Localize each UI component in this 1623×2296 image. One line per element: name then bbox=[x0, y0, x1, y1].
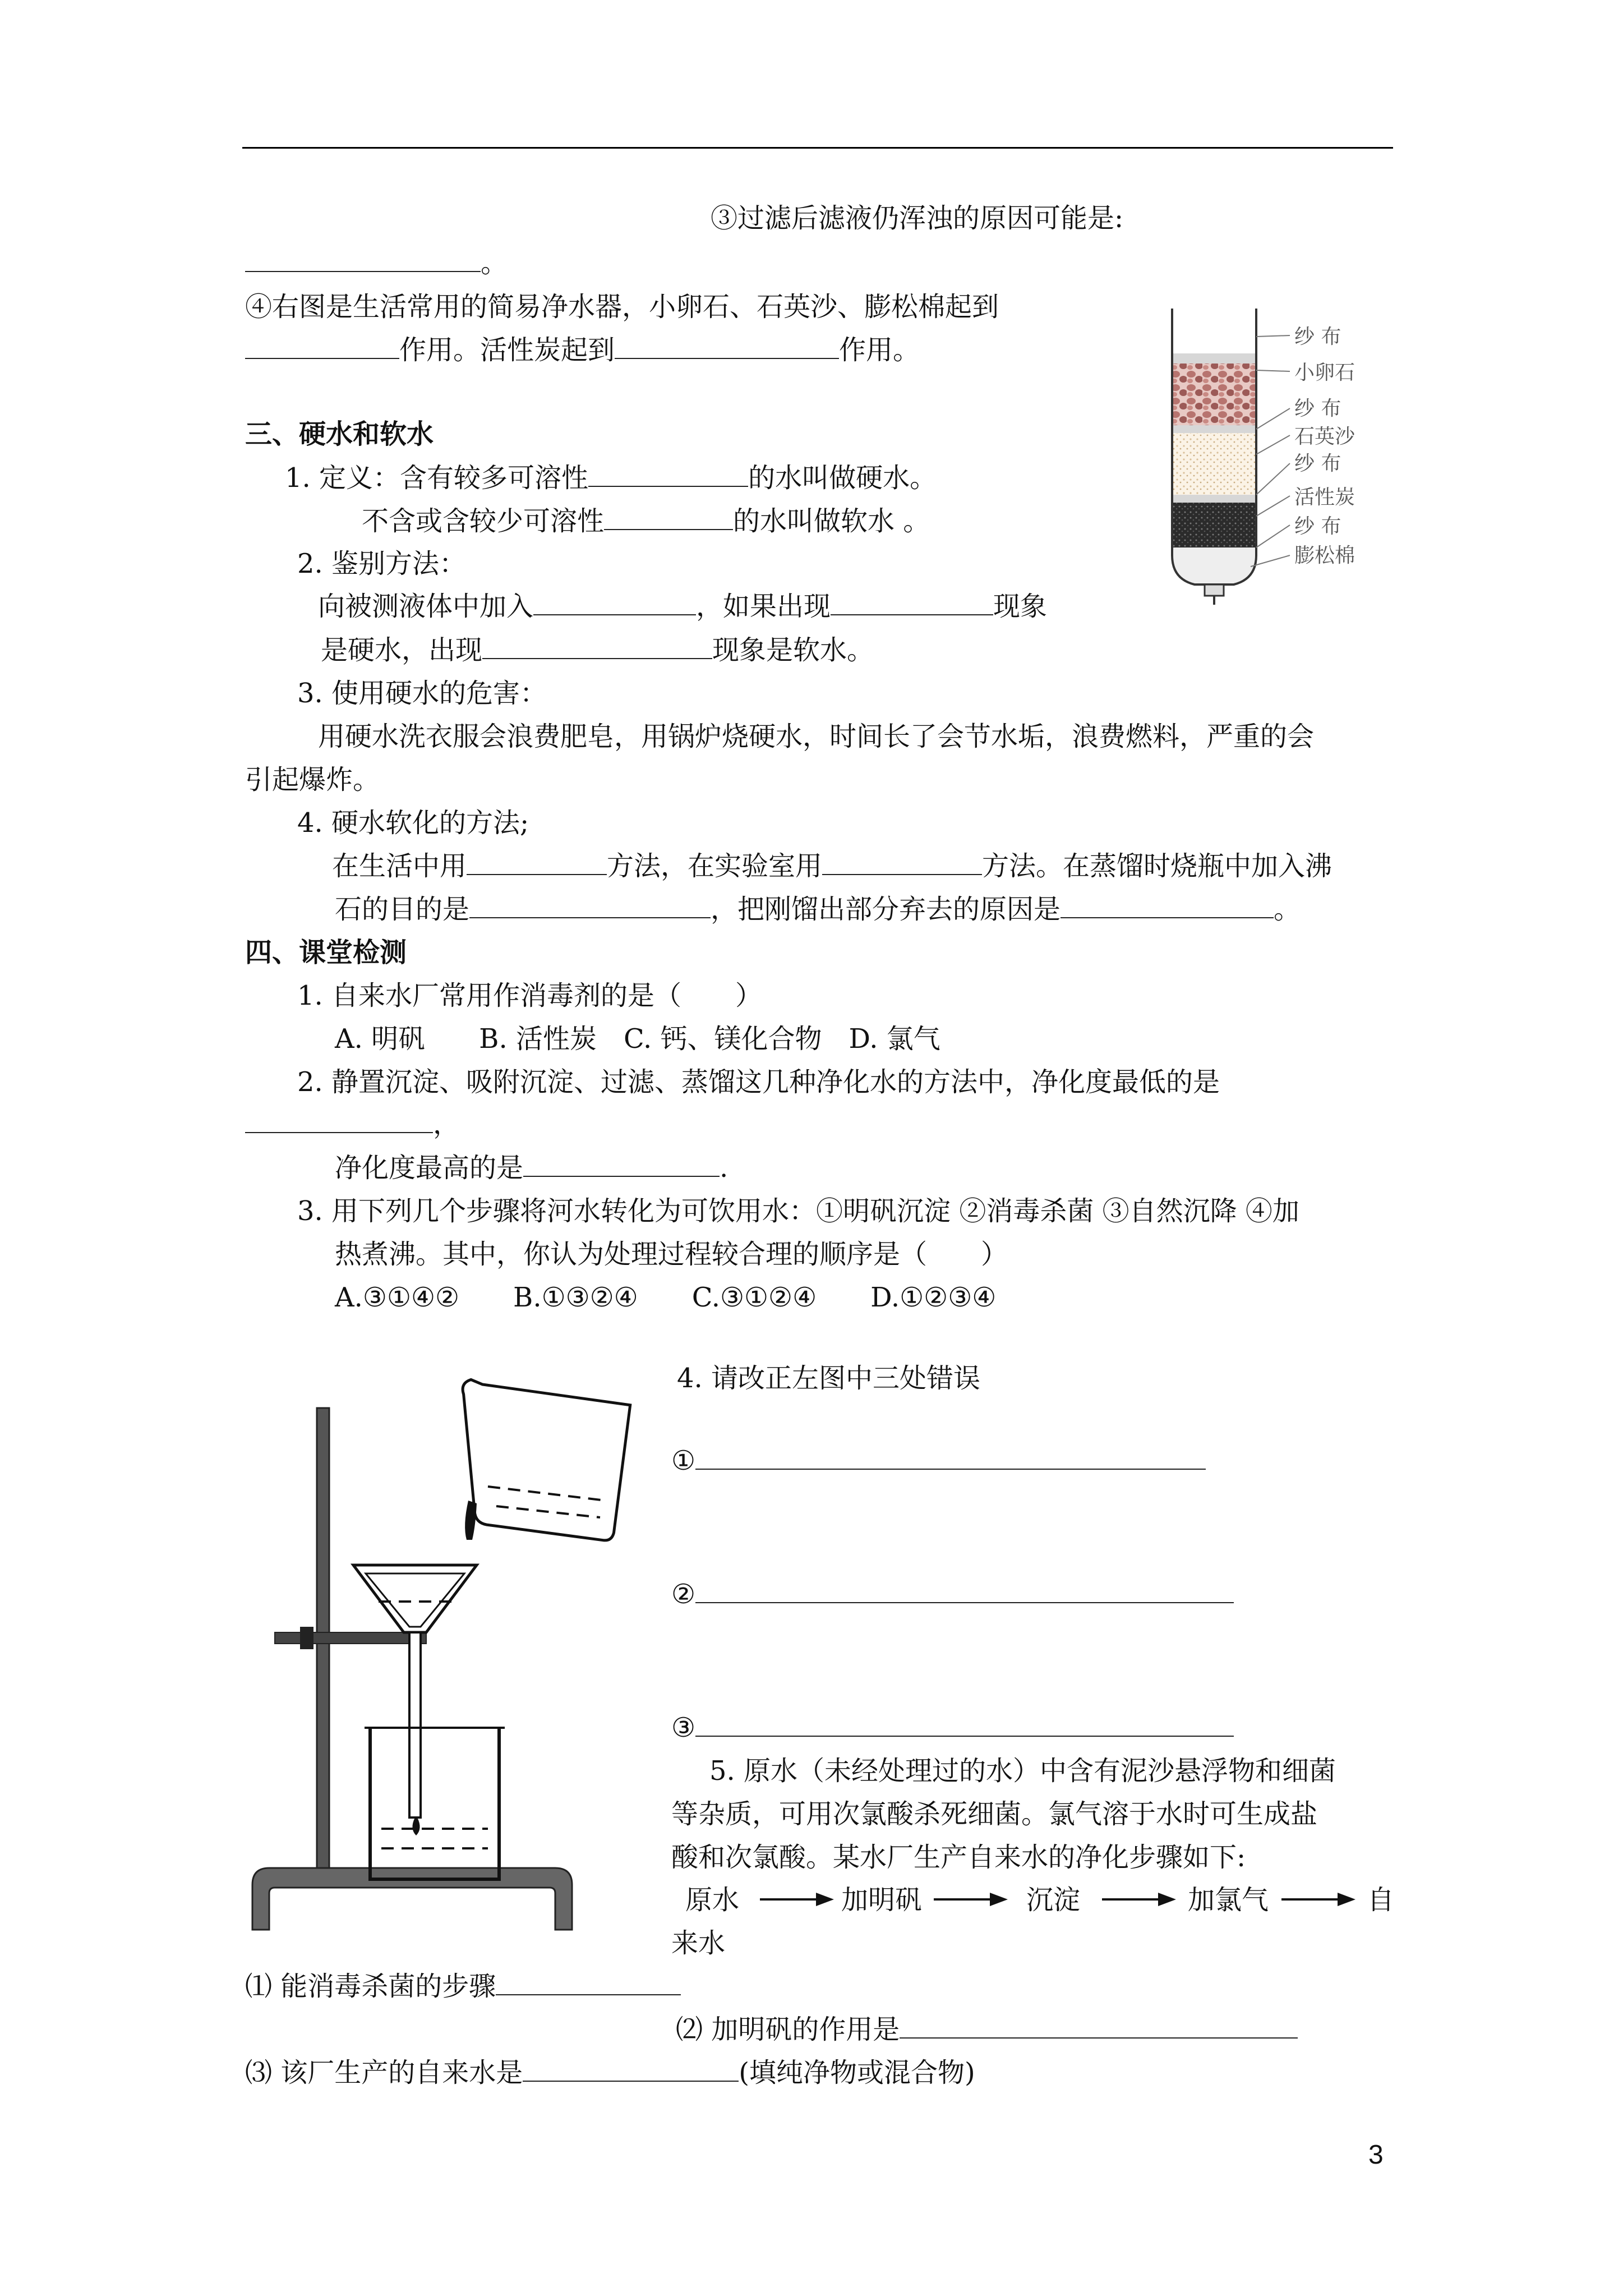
check-q5-line-3: 酸和次氯酸。某水厂生产自来水的净化步骤如下: bbox=[671, 1842, 1246, 1873]
beaker-pouring bbox=[462, 1369, 639, 1549]
check-q2-blank-line: ， bbox=[245, 1106, 460, 1142]
check-q1: 1. 自来水厂常用作消毒剂的是（ ） bbox=[297, 980, 763, 1011]
check-q5-line-2: 等杂质，可用次氯酸杀死细菌。氯气溶于水时可生成盐 bbox=[671, 1798, 1318, 1830]
label-cotton: 膨松棉 bbox=[1294, 544, 1355, 567]
section-3-title: 三、硬水和软水 bbox=[245, 418, 434, 450]
label-gauze-1: 纱 布 bbox=[1294, 325, 1341, 348]
q4-answer-line: 作用。活性炭起到 作用。 bbox=[245, 332, 920, 368]
blank-lowest-purity[interactable] bbox=[245, 1107, 433, 1133]
blank-hard-definition[interactable] bbox=[588, 461, 748, 487]
sub-question-1: ⑴ 能消毒杀菌的步骤 bbox=[245, 1968, 681, 2004]
q4-blank-2[interactable] bbox=[615, 333, 839, 359]
definition-soft-water: 不含或含较少可溶性 的水叫做软水 。 bbox=[362, 505, 930, 537]
label-activated-carbon: 活性炭 bbox=[1294, 486, 1355, 509]
blank-life-method[interactable] bbox=[467, 849, 607, 875]
sub-question-2: ⑵ 加明矾的作用是 bbox=[676, 2012, 1298, 2047]
flow-step-raw-water: 原水 bbox=[685, 1884, 740, 1916]
flow-step-add-alum: 加明矾 bbox=[841, 1884, 923, 1916]
flow-arrow-4 bbox=[1281, 1887, 1357, 1912]
header-rule bbox=[242, 147, 1393, 149]
gauze-layer-3 bbox=[1172, 495, 1256, 503]
identification-line-2: 是硬水，出现 现象是软水。 bbox=[321, 634, 874, 666]
blank-soft-phenomenon[interactable] bbox=[482, 633, 712, 659]
check-q3-options: A.③①④② B.①③②④ C.③①②④ D.①②③④ bbox=[335, 1282, 997, 1313]
sub-question-3: ⑶ 该厂生产的自来水是 (填纯净物或混合物) bbox=[245, 2057, 975, 2088]
blank-correction-2[interactable] bbox=[695, 1577, 1234, 1603]
filtration-apparatus-figure bbox=[241, 1346, 656, 1952]
label-gauze-4: 纱 布 bbox=[1294, 515, 1341, 538]
blank-reagent[interactable] bbox=[533, 590, 696, 615]
blank-boiling-chip-purpose[interactable] bbox=[469, 892, 711, 918]
blank-water-classification[interactable] bbox=[523, 2056, 739, 2082]
harm-text-1: 用硬水洗衣服会浪费肥皂，用锅炉烧硬水，时间长了会节水垢，浪费燃料，严重的会 bbox=[318, 721, 1315, 752]
softening-title: 4. 硬水软化的方法; bbox=[297, 807, 529, 839]
check-q1-options: A. 明矾 B. 活性炭 C. 钙、镁化合物 D. 氯气 bbox=[335, 1023, 940, 1055]
flow-step-settle: 沉淀 bbox=[1026, 1884, 1081, 1916]
check-q4: 4. 请改正左图中三处错误 bbox=[677, 1363, 981, 1394]
definition-hard-water: 1. 定义：含有较多可溶性 的水叫做硬水。 bbox=[285, 462, 937, 494]
cotton-layer bbox=[1172, 547, 1256, 583]
identification-line-1: 向被测液体中加入 ，如果出现 现象 bbox=[318, 591, 1048, 622]
q4-blank-1[interactable] bbox=[245, 333, 399, 359]
q4-text: ④右图是生活常用的简易净水器，小卵石、石英沙、膨松棉起到 bbox=[245, 291, 999, 323]
blank-disinfection-step[interactable] bbox=[496, 1970, 681, 1995]
check-q2-line-2: 净化度最高的是 . bbox=[335, 1152, 728, 1184]
page-number: 3 bbox=[1368, 2140, 1384, 2170]
q3-answer-line: 。 bbox=[245, 245, 508, 281]
check-q3: 3. 用下列几个步骤将河水转化为可饮用水：①明矾沉淀 ②消毒杀菌 ③自然沉降 ④加 bbox=[297, 1195, 1299, 1227]
label-gauze-2: 纱 布 bbox=[1294, 397, 1341, 420]
beaker-receiving bbox=[365, 1728, 505, 1879]
blank-alum-function[interactable] bbox=[900, 2013, 1298, 2039]
q3-text: ③过滤后滤液仍浑浊的原因可能是: bbox=[711, 203, 1124, 234]
q4-correction-2: ② bbox=[671, 1576, 1234, 1612]
softening-line-1: 在生活中用 方法，在实验室用 方法。在蒸馏时烧瓶中加入沸 bbox=[332, 850, 1332, 882]
blank-correction-3[interactable] bbox=[695, 1711, 1234, 1737]
blank-lab-method[interactable] bbox=[822, 849, 982, 875]
blank-soft-definition[interactable] bbox=[604, 504, 733, 530]
q3-blank[interactable] bbox=[245, 246, 481, 272]
softening-line-2: 石的目的是 ，把刚馏出部分弃去的原因是 。 bbox=[335, 894, 1301, 925]
flow-arrow-3 bbox=[1102, 1887, 1178, 1912]
bottle-nozzle bbox=[1205, 585, 1224, 596]
check-q3-line-2: 热煮沸。其中，你认为处理过程较合理的顺序是（ ） bbox=[335, 1239, 1008, 1270]
harm-text-2: 引起爆炸。 bbox=[245, 764, 380, 795]
flow-step-tap-water: 自 bbox=[1367, 1884, 1395, 1916]
blank-hard-phenomenon[interactable] bbox=[831, 590, 993, 615]
check-q5-line-1: 5. 原水（未经处理过的水）中含有泥沙悬浮物和细菌 bbox=[709, 1755, 1336, 1787]
label-gauze-3: 纱 布 bbox=[1294, 452, 1341, 475]
blank-discard-reason[interactable] bbox=[1061, 892, 1274, 918]
flow-step-add-chlorine: 加氯气 bbox=[1188, 1884, 1269, 1916]
label-pebbles: 小卵石 bbox=[1294, 361, 1355, 384]
blank-correction-1[interactable] bbox=[695, 1444, 1206, 1470]
flow-arrow-2 bbox=[934, 1887, 1009, 1912]
gauze-layer-1 bbox=[1172, 353, 1256, 364]
identification-title: 2. 鉴别方法： bbox=[297, 548, 467, 579]
q4-correction-3: ③ bbox=[671, 1710, 1234, 1746]
q4-correction-1: ① bbox=[671, 1443, 1206, 1479]
quartz-sand-layer bbox=[1172, 433, 1256, 495]
pebble-layer bbox=[1172, 364, 1256, 425]
activated-carbon-layer bbox=[1172, 503, 1256, 547]
harm-title: 3. 使用硬水的危害： bbox=[297, 678, 547, 709]
gauze-layer-2 bbox=[1172, 425, 1256, 433]
blank-highest-purity[interactable] bbox=[523, 1151, 720, 1177]
flow-step-tap-water-tail: 来水 bbox=[671, 1927, 726, 1959]
label-quartz-sand: 石英沙 bbox=[1294, 425, 1355, 448]
check-q2: 2. 静置沉淀、吸附沉淀、过滤、蒸馏这几种净化水的方法中，净化度最低的是 bbox=[297, 1066, 1220, 1098]
water-purifier-figure bbox=[1155, 303, 1413, 606]
flow-arrow-1 bbox=[760, 1887, 836, 1912]
section-4-title: 四、课堂检测 bbox=[245, 937, 407, 968]
